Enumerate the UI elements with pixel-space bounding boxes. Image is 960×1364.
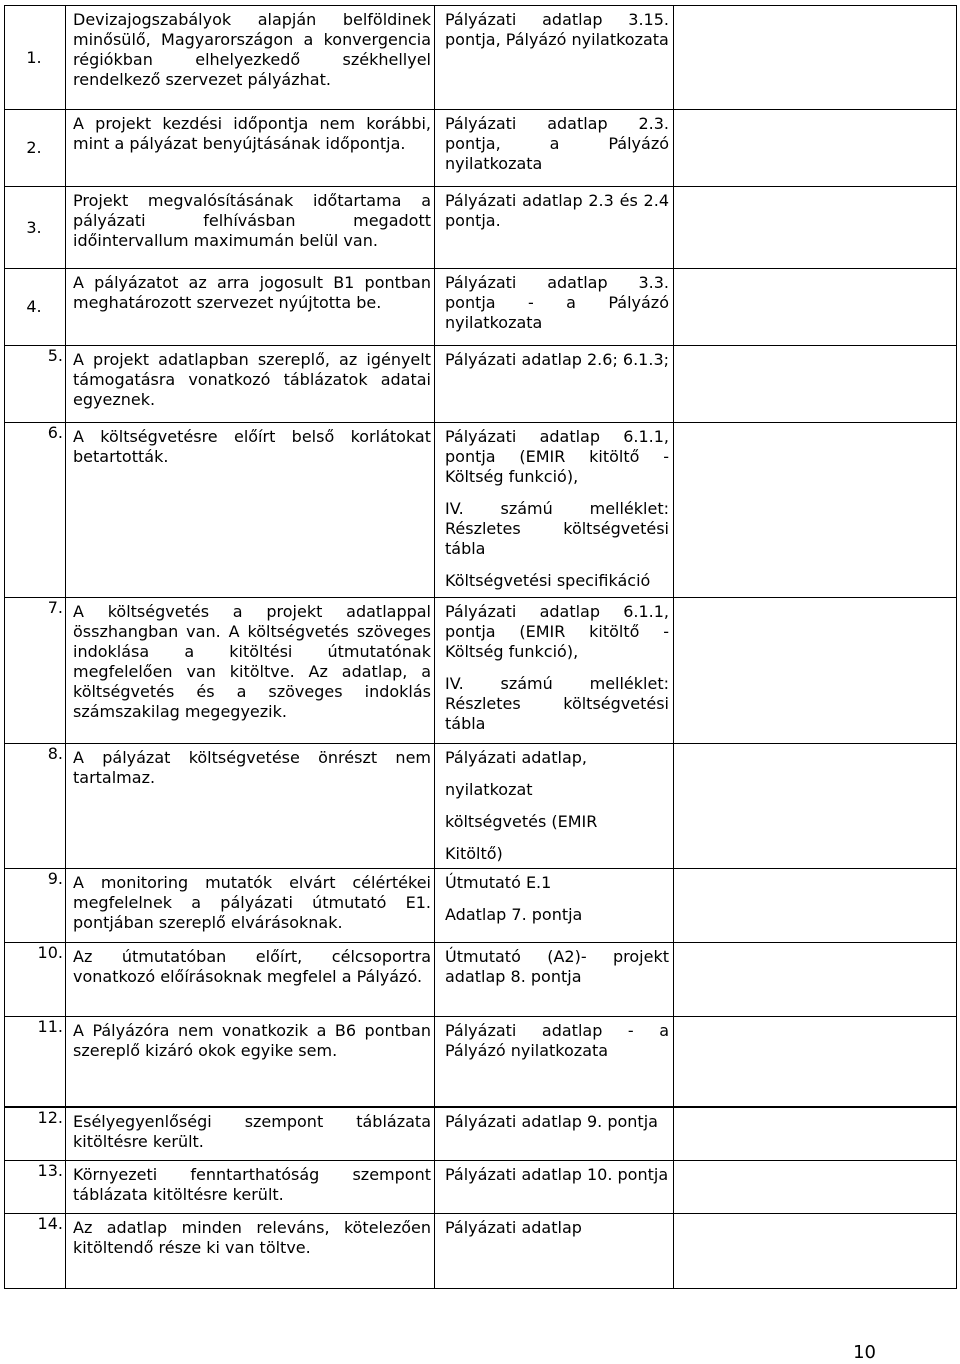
table-row xyxy=(5,744,957,869)
result-cell xyxy=(674,1161,957,1214)
criterion-text: A monitoring mutatók elvárt célértékei megfelelnek a pályázati útmutató E1. pontjában szereplő elvárásoknak. xyxy=(66,869,435,943)
source-reference: Pályázati adatlap 3.15. pontja, Pályázó nyilatkozata xyxy=(435,6,674,110)
table-row xyxy=(5,187,957,269)
table-row xyxy=(5,346,957,423)
row-number: 8. xyxy=(5,744,66,869)
source-reference: Pályázati adatlap xyxy=(435,1214,674,1289)
source-reference: Pályázati adatlap 3.3. pontja - a Pályázó nyilatkozata xyxy=(435,269,674,346)
row-number: 6. xyxy=(5,423,66,598)
source-reference: Pályázati adatlap, nyilatkozat költségvetés (EMIR Kitöltő) xyxy=(435,744,674,869)
criterion-text: A pályázat költségvetése önrészt nem tartalmaz. xyxy=(66,744,435,869)
result-cell xyxy=(674,6,957,110)
source-reference: Pályázati adatlap 10. pontja xyxy=(435,1161,674,1214)
row-number: 14. xyxy=(5,1214,66,1289)
criterion-text: Esélyegyenlőségi szempont táblázata kitöltésre került. xyxy=(66,1108,435,1161)
result-cell xyxy=(674,423,957,598)
row-number: 9. xyxy=(5,869,66,943)
table-row xyxy=(5,598,957,744)
table-row xyxy=(5,869,957,943)
table-row xyxy=(5,1161,957,1214)
row-number: 5. xyxy=(5,346,66,423)
row-number: 2. xyxy=(5,110,66,187)
source-reference: Pályázati adatlap 9. pontja xyxy=(435,1108,674,1161)
result-cell xyxy=(674,598,957,744)
row-number: 3. xyxy=(5,187,66,269)
criterion-text: A projekt kezdési időpontja nem korábbi, mint a pályázat benyújtásának időpontja. xyxy=(66,110,435,187)
source-reference: Pályázati adatlap - a Pályázó nyilatkozata xyxy=(435,1017,674,1107)
table-row xyxy=(5,1017,957,1107)
row-number: 7. xyxy=(5,598,66,744)
table-row xyxy=(5,269,957,346)
result-cell xyxy=(674,346,957,423)
table-row xyxy=(5,1108,957,1161)
row-number: 10. xyxy=(5,943,66,1017)
criterion-text: Az útmutatóban előírt, célcsoportra vonatkozó előírásoknak megfelel a Pályázó. xyxy=(66,943,435,1017)
result-cell xyxy=(674,869,957,943)
source-reference: Pályázati adatlap 6.1.1, pontja (EMIR kitöltő - Költség funkció), IV. számú melléklet: Részletes költségvetési tábla xyxy=(435,598,674,744)
checklist-table-secondary xyxy=(4,1107,957,1289)
criterion-text: A költségvetésre előírt belső korlátokat betartották. xyxy=(66,423,435,598)
source-reference: Útmutató (A2)- projekt adatlap 8. pontja xyxy=(435,943,674,1017)
row-number: 4. xyxy=(5,269,66,346)
criterion-text: A projekt adatlapban szereplő, az igényelt támogatásra vonatkozó táblázatok adatai egyeznek. xyxy=(66,346,435,423)
result-cell xyxy=(674,943,957,1017)
table-row xyxy=(5,1214,957,1289)
row-number: 1. xyxy=(5,6,66,110)
criterion-text: Az adatlap minden releváns, kötelezően kitöltendő része ki van töltve. xyxy=(66,1214,435,1289)
source-reference: Útmutató E.1 Adatlap 7. pontja xyxy=(435,869,674,943)
criterion-text: A Pályázóra nem vonatkozik a B6 pontban szereplő kizáró okok egyike sem. xyxy=(66,1017,435,1107)
result-cell xyxy=(674,1214,957,1289)
row-number: 12. xyxy=(5,1108,66,1161)
result-cell xyxy=(674,187,957,269)
checklist-table-main xyxy=(4,5,957,1107)
result-cell xyxy=(674,269,957,346)
source-reference: Pályázati adatlap 6.1.1, pontja (EMIR kitöltő - Költség funkció), IV. számú melléklet: Részletes költségvetési tábla Költségvetési specifikáció xyxy=(435,423,674,598)
result-cell xyxy=(674,744,957,869)
criterion-text: Devizajogszabályok alapján belföldinek minősülő, Magyarországon a konvergencia régiókban elhelyezkedő székhellyel rendelkező szervezet pályázhat. xyxy=(66,6,435,110)
result-cell xyxy=(674,1108,957,1161)
table-row xyxy=(5,423,957,598)
source-reference: Pályázati adatlap 2.3 és 2.4 pontja. xyxy=(435,187,674,269)
criterion-text: A pályázatot az arra jogosult B1 pontban meghatározott szervezet nyújtotta be. xyxy=(66,269,435,346)
page-number: 10 xyxy=(853,1342,876,1363)
table-row xyxy=(5,6,957,110)
row-number: 13. xyxy=(5,1161,66,1214)
row-number: 11. xyxy=(5,1017,66,1107)
table-row xyxy=(5,943,957,1017)
table-row xyxy=(5,110,957,187)
source-reference: Pályázati adatlap 2.6; 6.1.3; xyxy=(435,346,674,423)
criterion-text: Környezeti fenntarthatóság szempont táblázata kitöltésre került. xyxy=(66,1161,435,1214)
source-reference: Pályázati adatlap 2.3. pontja, a Pályázó nyilatkozata xyxy=(435,110,674,187)
result-cell xyxy=(674,1017,957,1107)
criterion-text: Projekt megvalósításának időtartama a pályázati felhívásban megadott időintervallum maximumán belül van. xyxy=(66,187,435,269)
result-cell xyxy=(674,110,957,187)
criterion-text: A költségvetés a projekt adatlappal összhangban van. A költségvetés szöveges indoklása a kitöltési útmutatónak megfelelően van kitöltve. Az adatlap, a költségvetés és a szöveges indoklás számszakilag megegyezik. xyxy=(66,598,435,744)
